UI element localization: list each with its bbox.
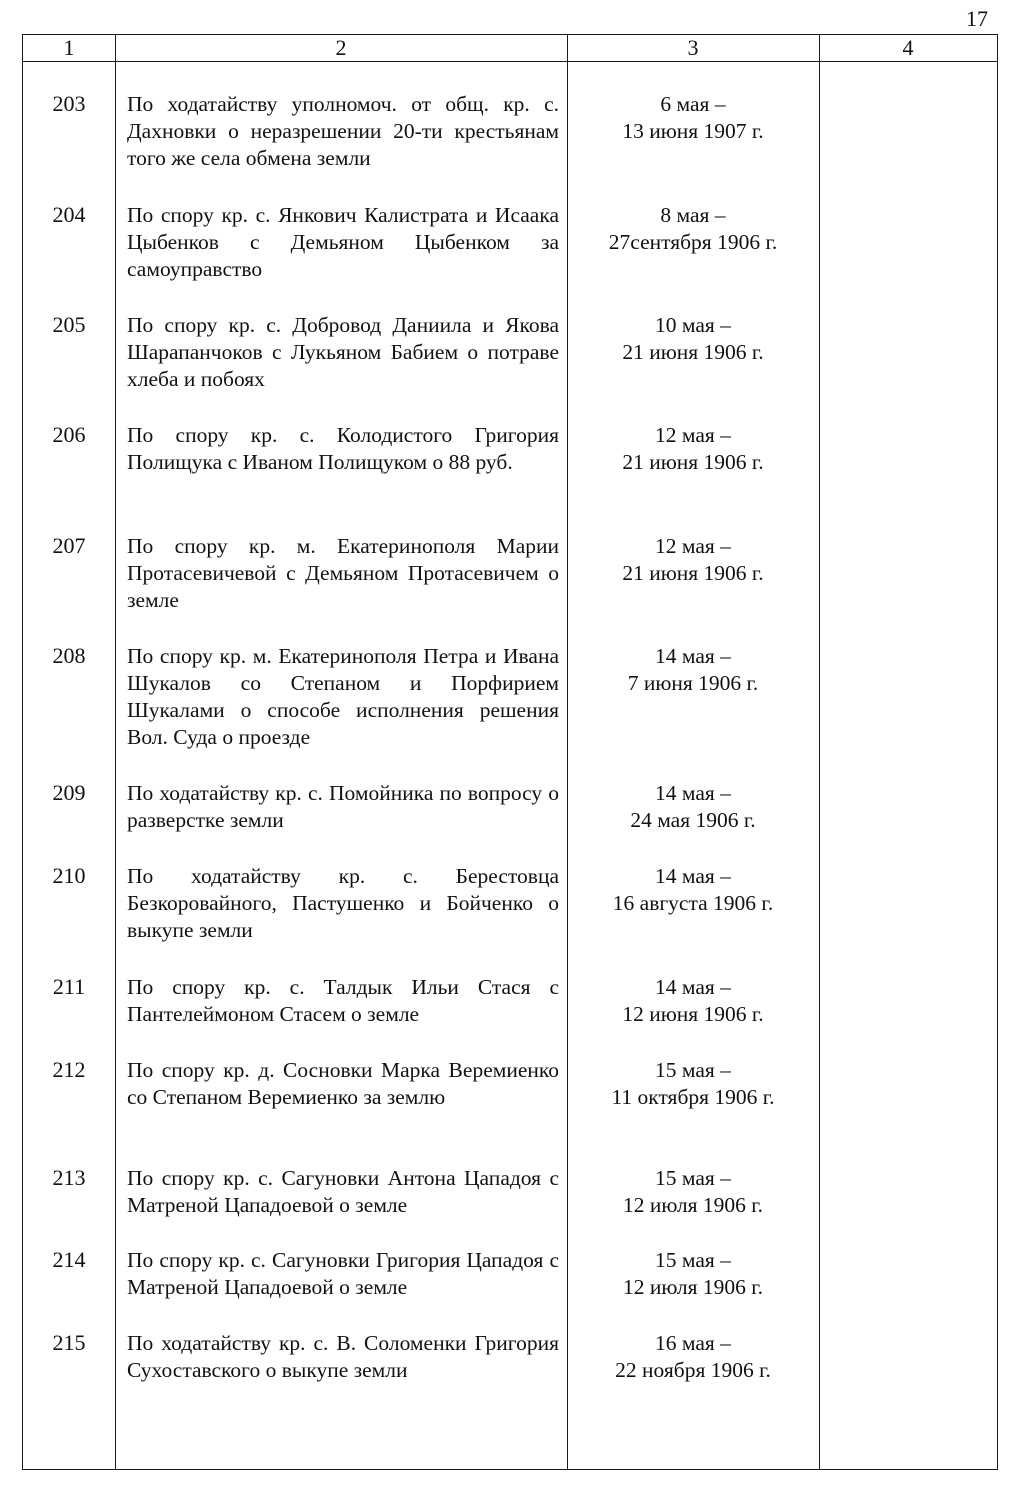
register-table xyxy=(22,34,998,1470)
table-row xyxy=(23,944,997,1027)
case-dates xyxy=(567,91,819,145)
case-description: По спору кр. с. Талдык Ильи Стася с Пантелеймоном Стасем о земле xyxy=(127,975,559,1026)
row-number: 210 xyxy=(52,863,86,888)
table-row xyxy=(23,750,997,833)
date-start: 15 мая – xyxy=(655,1058,731,1082)
date-start: 12 мая – xyxy=(655,534,731,558)
table-row xyxy=(23,613,997,750)
case-description: По спору кр. м. Екатеринополя Петра и Ивана Шукалов со Степаном и Порфирием Шукалами о способе исполнения решения Вол. Суда о проезде xyxy=(127,644,559,749)
case-dates xyxy=(567,1057,819,1111)
case-dates xyxy=(567,312,819,366)
case-dates xyxy=(567,422,819,476)
date-start: 8 мая – xyxy=(660,203,726,227)
case-description: По спору кр. с. Сагуновки Григория Цападоя с Матреной Цападоевой о земле xyxy=(127,1248,559,1299)
table-row xyxy=(23,1135,997,1217)
table-body xyxy=(23,61,997,1410)
row-number: 211 xyxy=(52,974,86,999)
date-end: 12 июля 1906 г. xyxy=(622,1275,764,1299)
date-end: 21 июня 1906 г. xyxy=(622,340,764,364)
case-dates xyxy=(567,643,819,697)
date-start: 12 мая – xyxy=(655,423,731,447)
date-end: 11 октября 1906 г. xyxy=(611,1085,775,1109)
date-start: 14 мая – xyxy=(655,781,731,805)
date-start: 14 мая – xyxy=(655,644,731,668)
date-start: 14 мая – xyxy=(655,975,731,999)
table-row xyxy=(23,172,997,282)
date-start: 15 мая – xyxy=(655,1166,731,1190)
case-dates xyxy=(567,533,819,587)
case-description: По спору кр. с. Добровод Даниила и Якова Шарапанчоков с Лукьяном Бабием о потраве хлеба и побоях xyxy=(127,313,559,391)
row-number: 204 xyxy=(52,202,86,227)
date-start: 14 мая – xyxy=(655,864,731,888)
case-description: По спору кр. д. Сосновки Марка Веремиенко со Степаном Веремиенко за землю xyxy=(127,1058,559,1109)
case-dates xyxy=(567,974,819,1028)
case-dates xyxy=(567,202,819,256)
row-number: 206 xyxy=(52,422,86,447)
case-description: По ходатайству кр. с. Берестовца Безкоровайного, Пастушенко и Бойченко о выкупе земли xyxy=(127,864,559,942)
date-end: 13 июня 1907 г. xyxy=(622,119,764,143)
case-dates xyxy=(567,780,819,834)
case-dates xyxy=(567,1165,819,1219)
row-number: 208 xyxy=(52,643,86,668)
date-end: 24 мая 1906 г. xyxy=(630,808,756,832)
date-end: 16 августа 1906 г. xyxy=(612,891,774,915)
table-row xyxy=(23,61,997,172)
page-number: 17 xyxy=(966,6,988,31)
table-row xyxy=(23,1027,997,1135)
date-start: 16 мая – xyxy=(655,1331,731,1355)
date-start: 10 мая – xyxy=(655,313,731,337)
row-number: 213 xyxy=(52,1165,86,1190)
date-end: 7 июня 1906 г. xyxy=(627,671,759,695)
case-dates xyxy=(567,863,819,917)
case-description: По спору кр. с. Колодистого Григория Полищука с Иваном Полищуком о 88 руб. xyxy=(127,423,559,474)
date-start: 15 мая – xyxy=(655,1248,731,1272)
row-number: 209 xyxy=(52,780,86,805)
date-end: 21 июня 1906 г. xyxy=(622,450,764,474)
column-header-4: 4 xyxy=(902,35,914,60)
case-description: По ходатайству уполномоч. от общ. кр. с. Дахновки о неразрешении 20-ти крестьянам того же села обмена земли xyxy=(127,92,559,170)
case-description: По спору кр. с. Янкович Калистрата и Исаака Цыбенков с Демьяном Цыбенком за самоуправство xyxy=(127,203,559,281)
table-row xyxy=(23,503,997,613)
date-end: 12 июня 1906 г. xyxy=(622,1002,764,1026)
table-row xyxy=(23,392,997,503)
date-end: 22 ноября 1906 г. xyxy=(615,1358,771,1382)
column-header-3: 3 xyxy=(687,35,699,60)
row-number: 215 xyxy=(52,1330,86,1355)
table-row xyxy=(23,1217,997,1300)
table-row xyxy=(23,833,997,944)
date-end: 12 июля 1906 г. xyxy=(622,1193,764,1217)
case-dates xyxy=(567,1247,819,1301)
row-number: 214 xyxy=(52,1247,86,1272)
column-header-2: 2 xyxy=(335,35,347,60)
date-end: 21 июня 1906 г. xyxy=(622,561,764,585)
case-description: По ходатайству кр. с. Помойника по вопросу о разверстке земли xyxy=(127,781,559,832)
case-description: По ходатайству кр. с. В. Соломенки Григория Сухоставского о выкупе земли xyxy=(127,1331,559,1382)
row-number: 207 xyxy=(52,533,86,558)
table-row xyxy=(23,1300,997,1410)
case-description: По спору кр. м. Екатеринополя Марии Протасевичевой с Демьяном Протасевичем о земле xyxy=(127,534,559,612)
row-number: 203 xyxy=(52,91,86,116)
table-row xyxy=(23,282,997,392)
date-start: 6 мая – xyxy=(660,92,726,116)
date-end: 27сентября 1906 г. xyxy=(608,230,778,254)
column-header-1: 1 xyxy=(63,35,75,60)
row-number: 205 xyxy=(52,312,86,337)
case-dates xyxy=(567,1330,819,1384)
row-number: 212 xyxy=(52,1057,86,1082)
case-description: По спору кр. с. Сагуновки Антона Цападоя с Матреной Цападоевой о земле xyxy=(127,1166,559,1217)
